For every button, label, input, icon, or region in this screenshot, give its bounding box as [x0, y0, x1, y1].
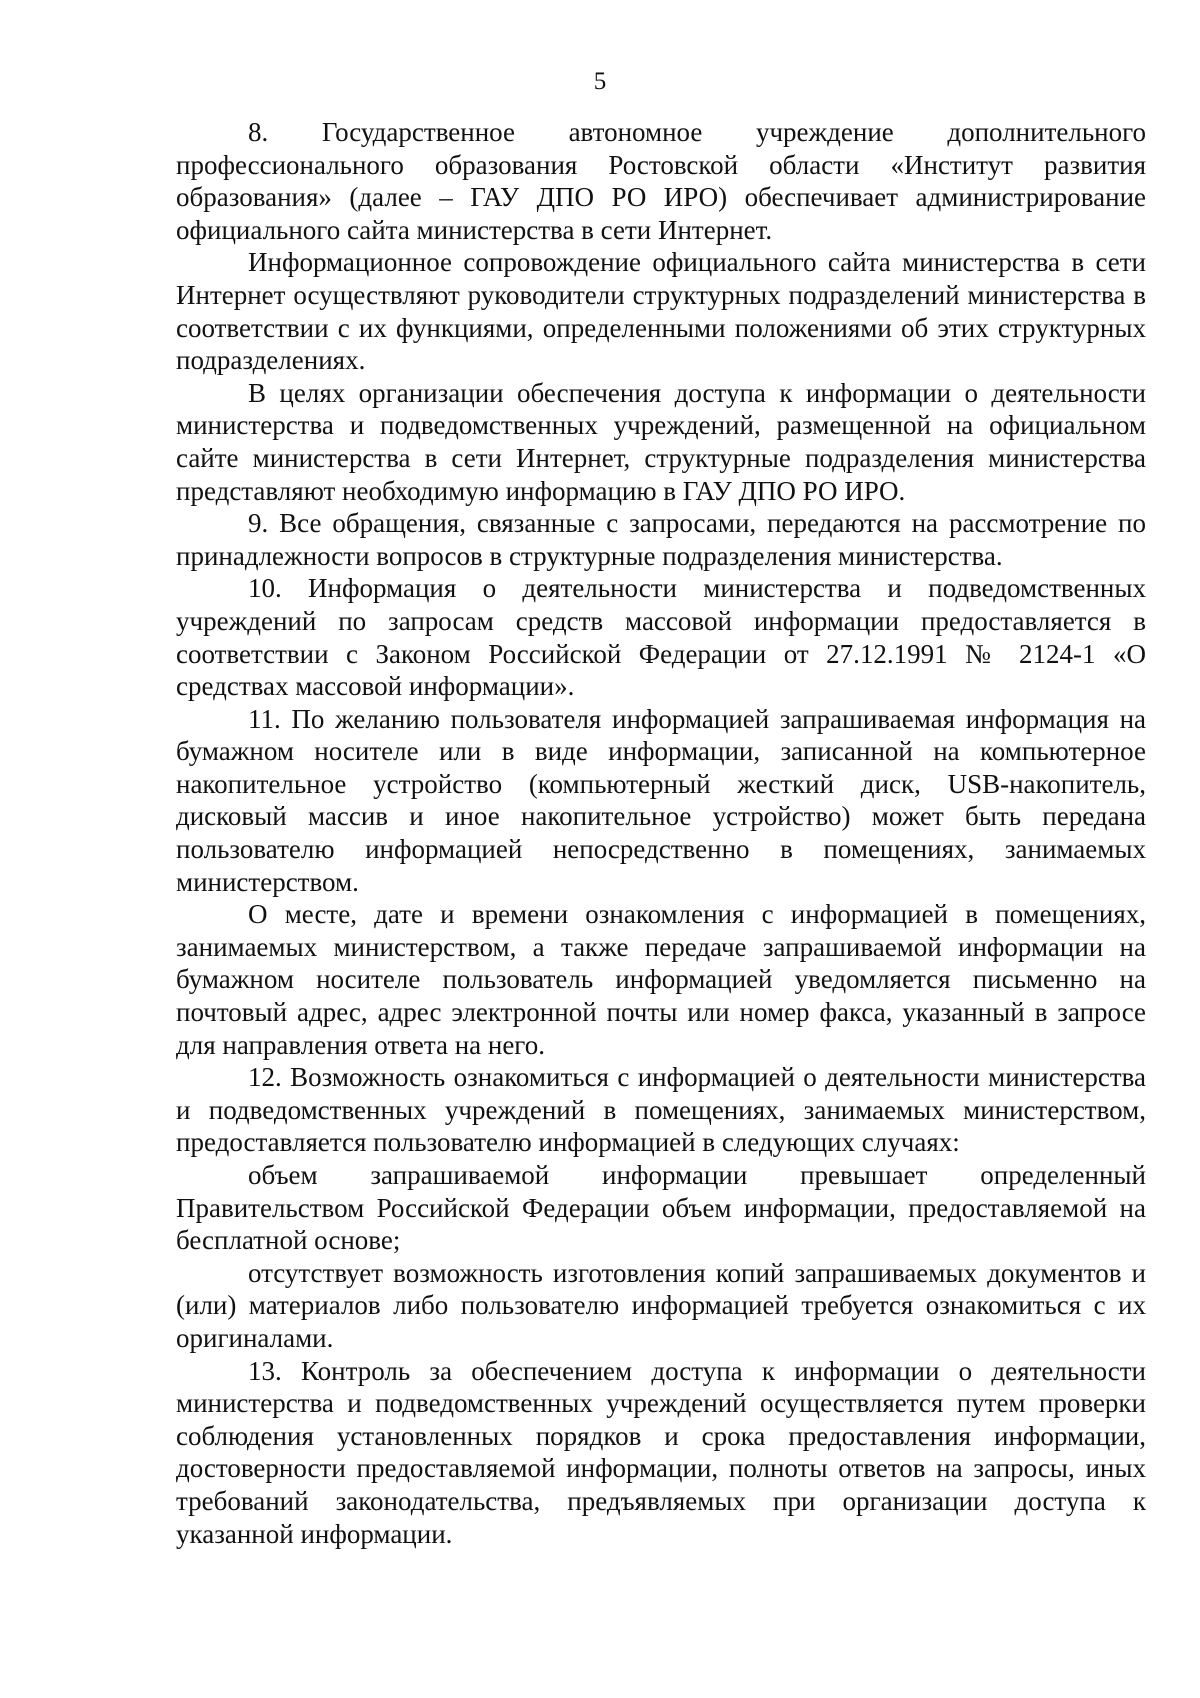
page-number: 5: [593, 68, 607, 95]
paragraph-8-info-support: Информационное сопровождение официального сайта министерства в сети Интернет осуществляют руководители структурных подразделений министерства в соответствии с их функциями, определенными положениями об этих структурных подразделениях.: [176, 247, 1146, 376]
paragraph-11: 11. По желанию пользователя информацией запрашиваемая информация на бумажном носителе или в виде информации, записанной на компьютерное накопительное устройство (компьютерный жесткий диск, USB-накопитель, дисковый массив и иное накопительное устройство) может быть передана пользователю информацией непосредственно в помещениях, занимаемых министерством.: [176, 703, 1146, 897]
paragraph-12: 12. Возможность ознакомиться с информацией о деятельности министерства и подведомственных учреждений в помещениях, занимаемых министерством, предоставляется пользователю информацией в следующих случаях:: [176, 1062, 1146, 1158]
paragraph-8-access-organization: В целях организации обеспечения доступа к информации о деятельности министерства и подведомственных учреждений, размещенной на официальном сайте министерства в сети Интернет, структурные подразделения министерства представляют необходимую информацию в ГАУ ДПО РО ИРО.: [176, 377, 1146, 506]
document-body: [176, 116, 1146, 1550]
paragraph-11-notification: О месте, дате и времени ознакомления с информацией в помещениях, занимаемых министерством, а также передаче запрашиваемой информации на бумажном носителе пользователь информацией уведомляется письменно на почтовый адрес, адрес электронной почты или номер факса, указанный в запросе для направления ответа на него.: [176, 899, 1146, 1060]
paragraph-12-case-volume: объем запрашиваемой информации превышает определенный Правительством Российской Федерации объем информации, предоставляемой на бесплатной основе;: [176, 1160, 1146, 1256]
paragraph-13: 13. Контроль за обеспечением доступа к информации о деятельности министерства и подведомственных учреждений осуществляется путем проверки соблюдения установленных порядков и срока предоставления информации, достоверности предоставляемой информации, полноты ответов на запросы, иных требований законодательства, предъявляемых при организации доступа к указанной информации.: [176, 1355, 1146, 1549]
paragraph-8: 8. Государственное автономное учреждение дополнительного профессионального образования Ростовской области «Институт развития образования» (далее – ГАУ ДПО РО ИРО) обеспечивает администрирование официального сайта министерства в сети Интернет.: [176, 117, 1146, 245]
paragraph-9: 9. Все обращения, связанные с запросами, передаются на рассмотрение по принадлежности вопросов в структурные подразделения министерства.: [176, 508, 1146, 571]
paragraph-10: 10. Информация о деятельности министерства и подведомственных учреждений по запросам средств массовой информации предоставляется в соответствии с Законом Российской Федерации от 27.12.1991 № 2124-1 «О средствах массовой информации».: [176, 573, 1146, 702]
paragraph-12-case-originals: отсутствует возможность изготовления копий запрашиваемых документов и (или) материалов либо пользователю информацией требуется ознакомиться с их оригиналами.: [176, 1257, 1146, 1353]
